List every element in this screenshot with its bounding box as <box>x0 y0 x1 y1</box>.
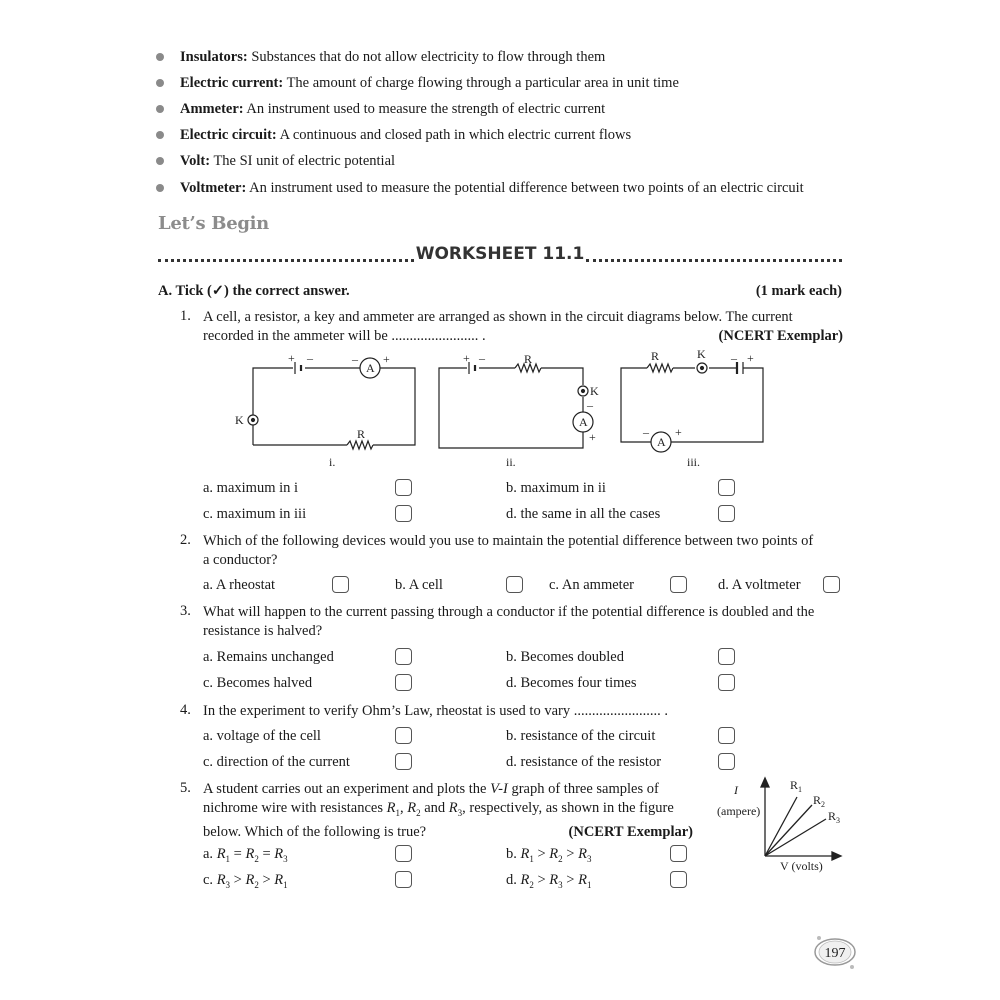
option-a: a. maximum in i <box>203 480 299 496</box>
page-ornament <box>810 930 860 975</box>
bullet <box>156 79 164 87</box>
question-line: a conductor? <box>203 552 278 568</box>
option-c: c. Becomes halved <box>203 675 313 691</box>
line-r3 <box>765 819 826 856</box>
source-tag: (NCERT Exemplar) <box>718 328 843 344</box>
page-number-badge <box>810 930 860 980</box>
option-c-checkbox[interactable] <box>395 871 412 888</box>
question-line-text: recorded in the ammeter will be ........................ . <box>203 328 486 344</box>
section-marks: (1 mark each) <box>755 283 842 299</box>
option-d: d. $R_2 > R_3 > R_1$ <box>506 872 592 890</box>
option-a-checkbox[interactable] <box>395 648 412 665</box>
definition-text: Substances that do not allow electricity to flow through them <box>247 49 606 65</box>
option-c-checkbox[interactable] <box>395 674 412 691</box>
definition-text: A continuous and closed path in which electric current flows <box>276 127 632 143</box>
dotted-leader <box>586 256 842 262</box>
x-axis-label: V (volts) <box>780 859 823 873</box>
bullet <box>156 105 164 113</box>
question-line <box>203 823 693 842</box>
option-b-checkbox[interactable] <box>506 576 523 593</box>
bullet <box>156 53 164 61</box>
option-d: d. the same in all the cases <box>506 506 661 522</box>
option-d: d. Becomes four times <box>506 675 637 691</box>
resistor-label: R <box>524 352 533 366</box>
minus-label: – <box>479 351 485 365</box>
option-d-checkbox[interactable] <box>823 576 840 593</box>
definition-item <box>180 180 804 197</box>
option-b-checkbox[interactable] <box>718 727 735 744</box>
ammeter-label: A <box>366 361 375 375</box>
circuit-ii <box>439 362 593 448</box>
question-number: 1. <box>180 308 191 324</box>
question-number: 4. <box>180 702 191 718</box>
definition-text: The amount of charge flowing through a particular area in unit time <box>283 75 679 91</box>
term: Electric circuit: <box>180 127 277 143</box>
term: Ammeter: <box>180 101 244 117</box>
question-number: 3. <box>180 603 191 619</box>
option-b: b. Becomes doubled <box>506 649 624 665</box>
resistor-label: R <box>357 427 366 441</box>
section-label: A. Tick (✓) the correct answer. <box>158 283 350 299</box>
key-label: K <box>235 413 244 427</box>
question-text: In the experiment to verify Ohm’s Law, rheostat is used to vary ........................ . <box>203 703 668 719</box>
question-text <box>203 532 843 570</box>
vi-term: V-I <box>490 781 508 797</box>
question-number: 2. <box>180 532 191 548</box>
key-label: K <box>590 384 599 398</box>
option-c: c. $R_3 > R_2 > R_1$ <box>203 872 288 890</box>
worksheet-header <box>158 244 842 264</box>
option-c: c. direction of the current <box>203 754 350 770</box>
option-a-checkbox[interactable] <box>395 479 412 496</box>
resistor-label: R <box>651 350 660 363</box>
option-b: b. $R_1 > R_2 > R_3$ <box>506 846 592 864</box>
definition-item <box>180 49 605 66</box>
question-number: 5. <box>180 780 191 796</box>
option-a: a. Remains unchanged <box>203 649 334 665</box>
option-b-checkbox[interactable] <box>670 845 687 862</box>
r1-subscript: 1 <box>798 785 802 794</box>
question-line: Which of the following devices would you use to maintain the potential difference between two points of <box>203 533 814 549</box>
option-d-checkbox[interactable] <box>670 871 687 888</box>
dotted-leader <box>158 256 414 262</box>
question-line: resistance is halved? <box>203 623 323 639</box>
question-line <box>203 327 843 346</box>
vi-graph <box>710 775 845 875</box>
definition-item <box>180 101 605 118</box>
option-a: a. $R_1 = R_2 = R_3$ <box>203 846 288 864</box>
page-number: 197 <box>824 946 846 961</box>
circuit-i <box>248 358 415 449</box>
option-b: b. A cell <box>395 577 443 593</box>
option-d-checkbox[interactable] <box>718 674 735 691</box>
question-text <box>203 780 693 842</box>
option-a: a. A rheostat <box>203 577 276 593</box>
source-tag: (NCERT Exemplar) <box>568 823 693 840</box>
option-b-checkbox[interactable] <box>718 479 735 496</box>
option-d: d. resistance of the resistor <box>506 754 662 770</box>
question-line-text: A student carries out an experiment and plots the <box>203 781 491 797</box>
definition-text: The SI unit of electric potential <box>210 153 396 169</box>
r1-label: R <box>790 778 799 792</box>
minus-label: – <box>307 351 313 365</box>
key-label: K <box>697 350 706 361</box>
term: Electric current: <box>180 75 284 91</box>
term: Volt: <box>180 153 211 169</box>
ammeter-label: A <box>657 435 666 449</box>
plus-label: + <box>383 352 390 366</box>
definition-item <box>180 75 679 92</box>
option-a: a. voltage of the cell <box>203 728 321 744</box>
option-c-checkbox[interactable] <box>395 753 412 770</box>
caption-iii: iii. <box>687 455 701 469</box>
option-d-checkbox[interactable] <box>718 753 735 770</box>
minus-label: – <box>643 425 649 439</box>
option-a-checkbox[interactable] <box>332 576 349 593</box>
option-a-checkbox[interactable] <box>395 845 412 862</box>
option-b: b. resistance of the circuit <box>506 728 656 744</box>
option-c-checkbox[interactable] <box>670 576 687 593</box>
plus-label: + <box>589 430 596 444</box>
option-a-checkbox[interactable] <box>395 727 412 744</box>
plus-label: + <box>675 425 682 439</box>
minus-label: – <box>352 352 358 366</box>
bullet <box>156 184 164 192</box>
caption-i: i. <box>329 455 336 469</box>
option-d-checkbox[interactable] <box>718 505 735 522</box>
option-b: b. maximum in ii <box>506 480 606 496</box>
lets-begin-heading: Let’s Begin <box>158 213 269 234</box>
option-c: c. An ammeter <box>549 577 634 593</box>
r3-label: R <box>828 809 837 823</box>
option-c: c. maximum in iii <box>203 506 307 522</box>
r3-subscript: 3 <box>836 816 840 825</box>
question-line-text: graph of three samples of <box>507 781 659 797</box>
r2-subscript: 2 <box>821 800 825 809</box>
option-b-checkbox[interactable] <box>718 648 735 665</box>
question-text <box>203 603 843 641</box>
definition-text: An instrument used to measure the potential difference between two points of an electric circuit <box>246 180 804 196</box>
term: Voltmeter: <box>180 180 247 196</box>
definition-item <box>180 153 395 170</box>
question-line-text: nichrome wire with resistances <box>203 800 383 816</box>
question-line <box>203 780 693 799</box>
question-text <box>203 308 843 346</box>
plus-label: + <box>747 351 754 365</box>
plus-label: + <box>463 351 470 365</box>
bullet <box>156 157 164 165</box>
definition-item <box>180 127 631 144</box>
question-line: A cell, a resistor, a key and ammeter are arranged as shown in the circuit diagrams below. The current <box>203 309 793 325</box>
bullet <box>156 131 164 139</box>
plus-label: + <box>288 351 295 365</box>
minus-label: – <box>587 398 593 412</box>
ammeter-label: A <box>579 415 588 429</box>
term: Insulators: <box>180 49 248 65</box>
question-line: What will happen to the current passing through a conductor if the potential difference is doubled and the <box>203 604 815 620</box>
y-axis-label: I <box>734 783 738 797</box>
question-line: nichrome wire with resistances $R_1$, $R_2$ and $R_3$, respectively, as shown in the figure <box>203 800 674 818</box>
option-d: d. A voltmeter <box>718 577 801 593</box>
definition-text: An instrument used to measure the strength of electric current <box>243 101 606 117</box>
minus-label: – <box>731 351 737 365</box>
r2-label: R <box>813 793 822 807</box>
caption-ii: ii. <box>506 455 516 469</box>
y-axis-unit: (ampere) <box>717 804 761 818</box>
question-line-text: below. Which of the following is true? <box>203 823 427 840</box>
worksheet-title: WORKSHEET 11.1 <box>415 244 585 264</box>
option-c-checkbox[interactable] <box>395 505 412 522</box>
circuit-diagrams <box>225 350 785 475</box>
